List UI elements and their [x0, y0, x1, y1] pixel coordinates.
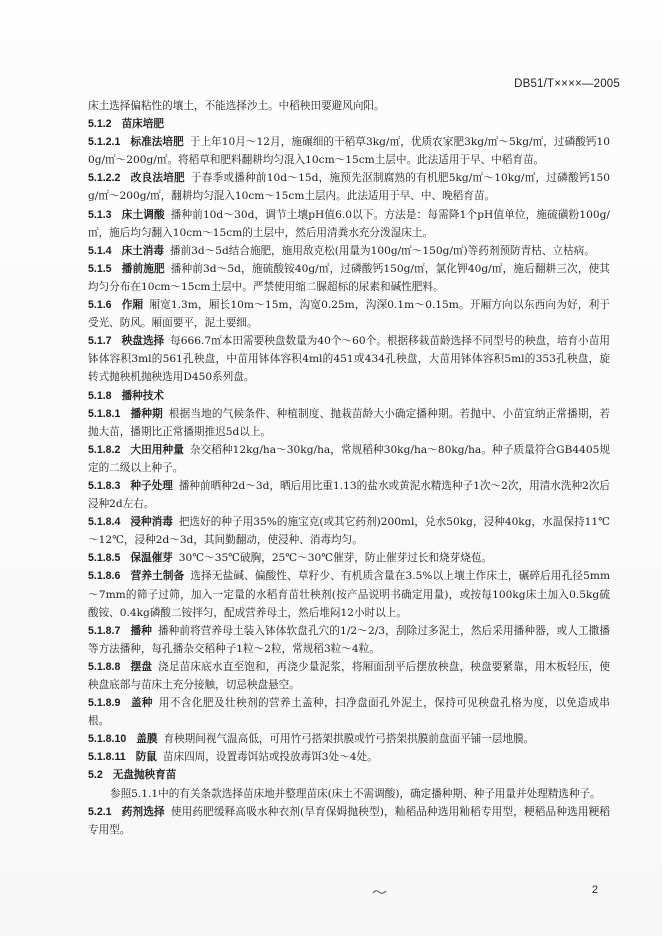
clause-heading: 秧盘选择: [121, 335, 165, 348]
scan-mark: [372, 888, 388, 896]
clause-text: 每666.7㎡本田需要秧盘数量为40个～60个。根据移栽苗龄选择不同型号的秧盘，培育小苗用钵体容积3ml的561孔秧盘，中苗用钵体容积4ml的451或434孔秧盘，大苗用钵体容积5ml的353孔秧盘，旋转式抛秧机抛秧选用D450系列盘。: [88, 335, 610, 384]
clause-heading: 改良法培肥: [130, 172, 185, 185]
clause-number: 5.1.8.3: [88, 479, 121, 492]
clause-text: 播种前3d～5d，施硫酸铵40g/㎡，过磷酸钙150g/㎡，氯化钾40g/㎡，施后翻耕三次，使其均匀分布在10cm～15cm土层中。严禁使用缩二脲超标的尿素和碱性肥料。: [88, 262, 610, 293]
clause-text: 厢宽1.3m，厢长10m～15m，沟宽0.25m，沟深0.1m～0.15m。开厢方向以东西向为好，利于受光、防风。厢面要平，泥土要细。: [88, 299, 610, 330]
clause-text: 苗床四周，设置毒饵站或投放毒饵3处～4处。: [162, 751, 378, 764]
clause-number: 5.1.8.6: [88, 570, 121, 583]
clause-heading: 播种: [130, 624, 152, 637]
paragraph: [88, 477, 610, 513]
paragraph: [88, 658, 610, 694]
page-number: 2: [591, 884, 598, 896]
paragraph: [88, 785, 610, 803]
clause-number: 5.1.8.7: [88, 624, 121, 637]
clause-text: 浇足苗床底水直至饱和，再浇少量泥浆，将厢面刮平后摆放秧盘，秧盘要紧靠，用木板轻压，使秧盘底部与苗床土充分接触，切忌秧盘悬空。: [88, 660, 611, 691]
clause-number: 5.1.8.8: [88, 660, 121, 673]
clause-heading: 种子处理: [130, 479, 173, 492]
clause-text: 播种前10d～30d，调节土壤pH值6.0以下。方法是：每需降1个pH值单位，施硫磺粉100g/㎡，施后均匀翻入10cm～15cm的土层中，然后用清粪水充分泼湿床土。: [88, 208, 610, 239]
clause-heading: 大田用种量: [130, 443, 184, 456]
clause-heading: 药剂选择: [121, 805, 165, 818]
clause-text: 使用药肥缓释高吸水种衣剂(旱育保姆抛秧型)，籼稻品种选用籼稻专用型，粳稻品种选用粳稻专用型。: [88, 805, 610, 836]
clause-number: 5.1.8.4: [88, 516, 121, 529]
clause-text: 杂交稻种12kg/ha～30kg/ha，常规稻种30kg/ha～80kg/ha。种子质量符合GB4405规定的二级以上种子。: [88, 443, 611, 474]
paragraph: [88, 206, 610, 242]
paragraph: [88, 567, 610, 621]
clause-heading: 播前施肥: [121, 262, 165, 275]
clause-text: 播前3d～5d结合施肥，施用敌克松(用量为100g/㎡～150g/㎡)等药剂预防青枯、立枯病。: [169, 244, 595, 257]
clause-text: 于春季或播种前10d～15d，施预先沤制腐熟的有机肥5kg/㎡～10kg/㎡，过磷酸钙150g/㎡～200g/㎡，翻耕均匀混入10cm～15cm土层内。此法适用于早、中、晚稻育苗。: [88, 172, 610, 203]
clause-number: 5.1.4: [88, 244, 112, 257]
clause-heading: 摆盘: [130, 660, 153, 673]
clause-text: 参照5.1.1中的有关条款选择苗床地并整理苗床(床土不需调酸)，确定播种期、种子用量并处理精选种子。: [110, 787, 601, 800]
clause-heading: 防鼠: [135, 751, 157, 764]
clause-heading: 保温催芽: [130, 552, 173, 565]
clause-heading: 播种期: [130, 407, 163, 420]
paragraph: [88, 115, 610, 133]
paragraph: [88, 730, 610, 748]
paragraph: [88, 296, 610, 332]
clause-heading: 作厢: [121, 299, 144, 312]
clause-heading: 盖膜: [136, 733, 158, 746]
paragraph: [88, 387, 610, 405]
clause-number: 5.1.8.2: [88, 443, 121, 456]
clause-heading: 床土消毒: [121, 244, 164, 257]
paragraph: [88, 242, 610, 260]
clause-heading: 浸种消毒: [130, 516, 173, 529]
clause-number: 5.1.8.1: [88, 407, 121, 420]
clause-heading: 床土调酸: [121, 208, 165, 221]
paragraph: [88, 549, 610, 567]
paragraph: [88, 622, 610, 658]
paragraph: [88, 169, 610, 205]
paragraph: [88, 441, 610, 477]
clause-text: 用不含化肥及壮秧剂的营养土盖种，扫净盘面孔外泥土，保持可见秧盘孔格为度，以免造成串根。: [88, 697, 611, 728]
clause-number: 5.1.8.9: [88, 697, 121, 710]
paragraph: [88, 513, 610, 549]
clause-text: 播种前晒种2d～3d，晒后用比重1.13的盐水或黄泥水精选种子1次～2次，用清水洗种2次后浸种2d左右。: [88, 479, 611, 511]
clause-number: 5.1.6: [88, 299, 112, 312]
clause-heading: 无盘抛秧育苗: [112, 769, 177, 782]
clause-number: 5.1.8.11: [88, 751, 126, 764]
clause-number: 5.1.5: [88, 262, 112, 275]
clause-heading: 播种技术: [121, 389, 164, 402]
paragraph: [88, 405, 610, 441]
clause-number: 5.2.1: [88, 805, 112, 818]
clause-number: 5.1.3: [88, 208, 112, 221]
clause-number: 5.1.2.1: [88, 136, 121, 149]
paragraph: [88, 97, 610, 115]
clause-number: 5.1.8: [88, 389, 112, 402]
document-body: [88, 97, 610, 839]
clause-text: 于上年10月～12月，施碾细的干稻草3kg/㎡，优质农家肥3kg/㎡～5kg/㎡，过磷酸钙100g/㎡～200g/㎡。将稻草和肥料翻耕均匀混入10cm～15cm土层中。此法适用于早、中稻育苗。: [88, 136, 611, 167]
clause-text: 选择无盐碱、偏酸性、草籽少、有机质含量在3.5%以上壤土作床土，碾碎后用孔径5mm～7mm的筛子过筛，加入一定量的水稻育苗壮秧剂(按产品说明书确定用量)，或按每100kg床土加入0.5kg硫酸铵、0.4kg磷酸二铵拌匀，配成营养母土，然后堆闷12小时以上。: [88, 570, 610, 619]
paragraph: [88, 766, 610, 784]
clause-number: 5.2: [88, 769, 103, 782]
clause-text: 床土选择偏粘性的壤土，不能选择沙土。中稻秧田要避风向阳。: [88, 100, 385, 112]
paragraph: [88, 133, 610, 169]
paragraph: [88, 260, 610, 296]
clause-number: 5.1.8.5: [88, 552, 121, 565]
clause-number: 5.1.8.10: [88, 733, 127, 746]
clause-heading: 盖种: [130, 697, 153, 710]
paragraph: [88, 803, 610, 839]
standard-code: DB51/T××××—2005: [514, 78, 620, 90]
clause-heading: 营养土制备: [130, 570, 185, 583]
clause-number: 5.1.7: [88, 335, 112, 348]
clause-heading: 苗床培肥: [121, 118, 164, 131]
clause-number: 5.1.2.2: [88, 172, 121, 185]
clause-text: 育秧期间视气温高低，可用竹弓搭架拱膜或竹弓搭架拱膜前盘面平铺一层地膜。: [163, 733, 535, 746]
paragraph: [88, 332, 610, 386]
clause-text: 播种前将营养母土装入钵体软盘孔穴的1/2～2/3，刮除过多泥土，然后采用播种器，或人工撒播等方法播种，每孔播杂交稻种子1粒～2粒，常规稻3粒～4粒。: [88, 624, 610, 655]
clause-heading: 标准法培肥: [130, 136, 184, 149]
clause-text: 把选好的种子用35%的施宝克(或其它药剂)200ml，兑水50kg，浸种40kg，水温保持11℃～12℃，浸种2d～3d，其间勤翻动，使浸种、消毒均匀。: [88, 516, 610, 547]
clause-number: 5.1.2: [88, 118, 112, 131]
paragraph: [88, 694, 610, 730]
clause-text: 根据当地的气候条件、种植制度、抛栽苗龄大小确定播种期。若抛中、小苗宜纳正常播期，若抛大苗，播期比正常播期推迟5d以上。: [88, 407, 611, 438]
paragraph: [88, 748, 610, 766]
clause-text: 30℃～35℃破胸，25℃～30℃催芽，防止催芽过长和烧芽烧苞。: [178, 552, 492, 565]
